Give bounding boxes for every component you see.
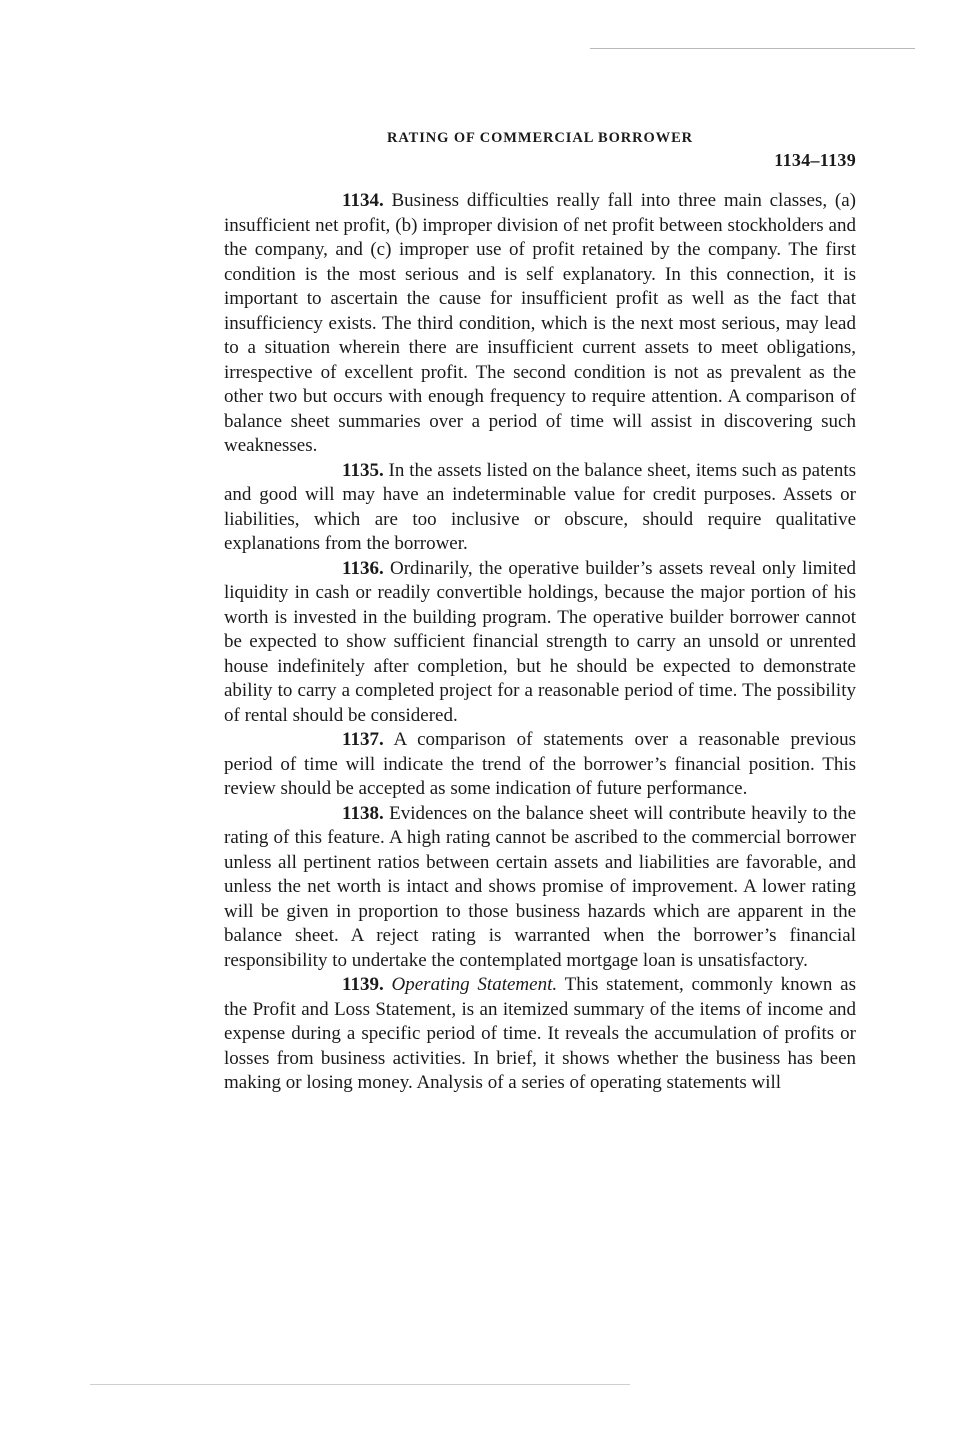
paragraph-number: 1137.	[342, 729, 384, 750]
running-head: RATING OF COMMERCIAL BORROWER	[386, 130, 694, 146]
paragraph-number: 1138.	[342, 802, 384, 824]
paragraph-text: This statement, commonly known as the Profit and Loss Statement, is an itemized summary of the items of income and expense during a specific period of time. It reveals the accumulation of profits or losses from business activities. In brief, it shows whether the business has been making or losing money. Analysis of a series of operating statements will	[224, 974, 856, 1093]
paragraph-number: 1139.	[342, 974, 384, 995]
paragraph-title: Operating Statement.	[391, 974, 558, 995]
paragraph-1137	[224, 728, 856, 802]
paragraph-text: Ordinarily, the operative builder’s assets reveal only limited liquidity in cash or readily convertible holdings, because the major portion of his worth is invested in the building program. The operative builder borrower cannot be expected to show sufficient financial strength to carry an unsold or unrented house indefinitely after completion, but he should be expected to demonstrate ability to carry a completed project for a reasonable period of time. The possibility of rental should be considered.	[224, 557, 857, 726]
paragraph-number: 1135.	[342, 459, 384, 481]
paragraph-1135	[224, 459, 856, 557]
paragraph-1138	[224, 802, 856, 974]
body-text	[224, 189, 856, 1096]
paragraph-text: Business difficulties really fall into three main classes, (a) insufficient net profit, (b) improper division of net profit between stockholders and the company, and (c) improper use of profit retained by the company. The first condition is the most serious and is self explanatory. In this connection, it is important to ascertain the cause for insufficient profit as well as the fact that insufficiency exists. The third condition, which is the next most serious, may lead to a situation wherein there are insufficient current assets to meet obligations, irrespective of excellent profit. The second condition is not as prevalent as the other two but occurs with enough frequency to require attention. A comparison of balance sheet summaries over a period of time will assist in discovering such weaknesses.	[224, 190, 856, 456]
paragraph-text: Evidences on the balance sheet will contribute heavily to the rating of this feature. A high rating cannot be ascribed to the commercial borrower unless all pertinent ratios between certain assets and liabilities are favorable, and unless the net worth is intact and shows promise of improvement. A lower rating will be given in proportion to those business hazards which are apparent in the balance sheet. A reject rating is warranted when the borrower’s financial responsibility to undertake the contemplated mortgage loan is unsatisfactory.	[224, 802, 857, 971]
scan-edge-bottom	[90, 1384, 630, 1385]
page-range: 1134–1139	[774, 150, 856, 170]
paragraph-1134	[224, 189, 856, 459]
paragraph-text: A comparison of statements over a reasonable previous period of time will indicate the trend of the borrower’s financial position. This review should be accepted as some indication of future performance.	[224, 729, 856, 799]
paragraph-number: 1136.	[342, 557, 384, 579]
paragraph-text: In the assets listed on the balance sheet, items such as patents and good will may have an indeterminable value for credit purposes. Assets or liabilities, which are too inclusive or obscure, should require qualitative explanations from the borrower.	[224, 459, 856, 554]
paragraph-number: 1134.	[342, 190, 384, 211]
paragraph-1136	[224, 557, 856, 729]
paragraph-1139	[224, 973, 856, 1096]
scan-edge-top	[590, 48, 915, 49]
